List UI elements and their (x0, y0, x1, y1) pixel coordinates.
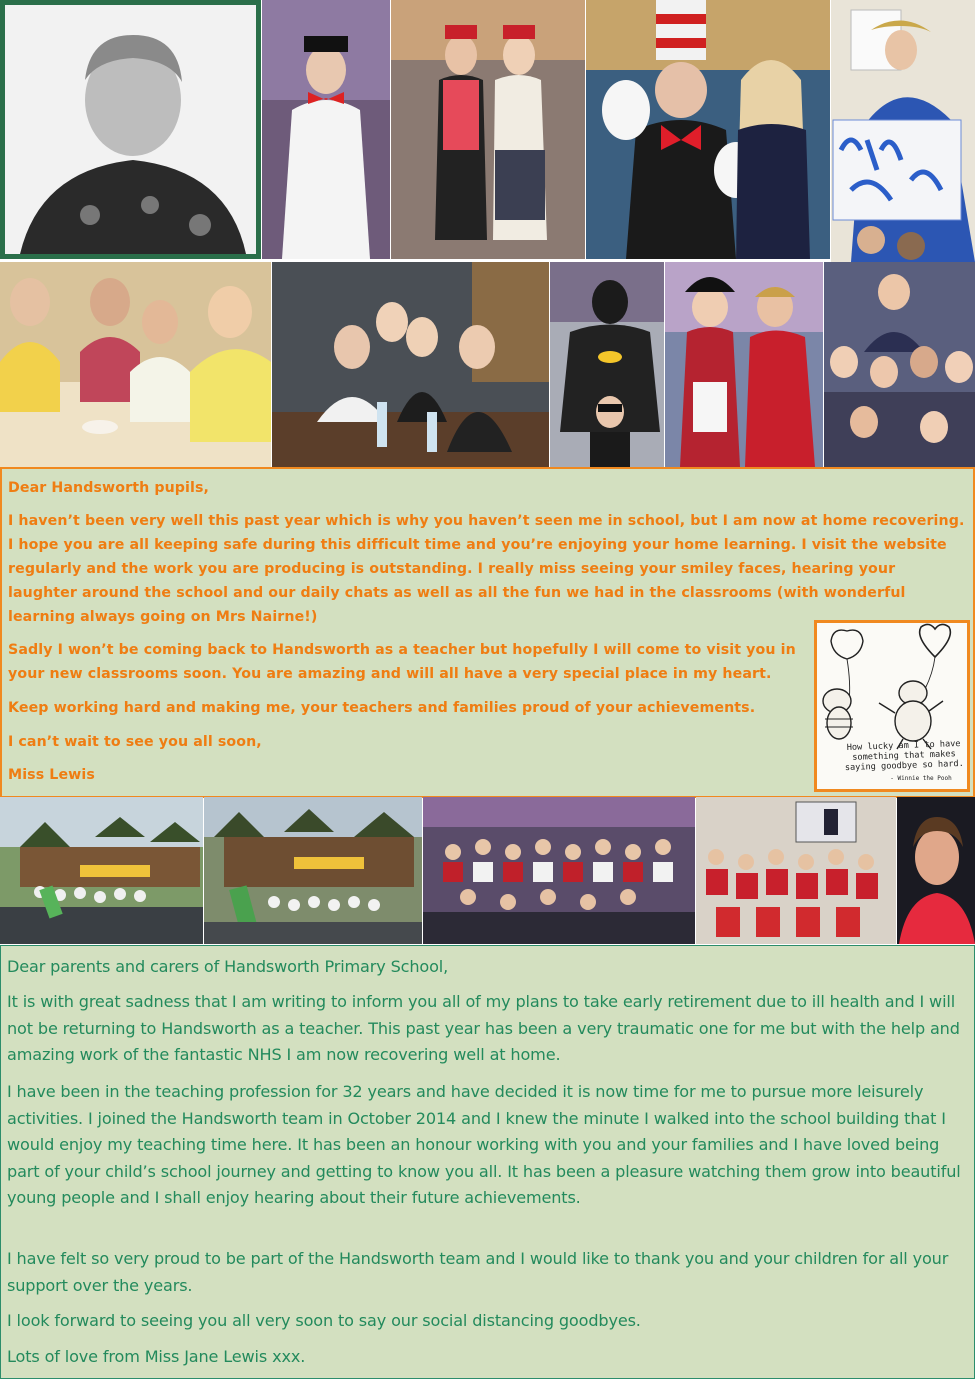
pirates-photo (391, 0, 585, 259)
parent-letter-paragraph-2: I have been in the teaching profession for 32 years and have decided it is now time for me to pursue more leisurely activities. I joined the Handsworth team in October 2014 and I knew the minute I walked into the school building that I would enjoy my teaching time here. It has been an honour working with you and your families and I have loved being part of your child’s school journey and getting to know you all. It has been a pleasure watching them grow into beautiful young people and I shall enjoy hearing about their future achievements. (7, 1082, 961, 1207)
cat-in-hat-photo (586, 0, 830, 259)
blue-house-photo (831, 0, 975, 262)
parent-letter-paragraph-3: I have felt so very proud to be part of the Handsworth team and I would like to thank you and your children for all your support over the years. (7, 1249, 949, 1295)
batman-photo (550, 262, 664, 467)
pupil-letter-greeting: Dear Handsworth pupils, (8, 480, 210, 496)
baking-photo (0, 262, 271, 467)
playground-photo-2 (204, 797, 422, 944)
playground-photo-1 (0, 797, 203, 944)
parent-letter-greeting: Dear parents and carers of Handsworth Primary School, (7, 957, 449, 976)
pupil-letter-paragraph-4: I can’t wait to see you all soon, (8, 734, 262, 750)
pirate-day-photo (423, 797, 695, 944)
pooh-quote-text: How lucky am I to have something that makes saying goodbye so hard. (844, 739, 964, 774)
pupil-letter-signoff: Miss Lewis (8, 767, 95, 783)
red-day-photo (696, 797, 896, 944)
pupil-letter-paragraph-3: Keep working hard and making me, your teachers and families proud of your achievements. (8, 700, 756, 716)
pooh-quote-card (814, 620, 970, 792)
pupil-letter (0, 467, 975, 798)
costume-photo-2 (665, 262, 823, 467)
class-group-photo (824, 262, 975, 467)
portrait-photo (0, 0, 261, 259)
pupil-letter-paragraph-2: Sadly I won’t be coming back to Handsworth as a teacher but hopefully I will come to visit you in your new classrooms soon. You are amazing and will all have a very special place in my heart. (8, 642, 796, 682)
parent-letter-signoff: Lots of love from Miss Jane Lewis xxx. (7, 1347, 306, 1366)
miss-lewis-photo (897, 797, 975, 944)
parent-letter-paragraph-1: It is with great sadness that I am writing to inform you all of my plans to take early retirement due to ill health and I will not be returning to Handsworth as a teacher. This past year has been a very traumatic one for me but with the help and amazing work of the fantastic NHS I am now recovering well at home. (7, 992, 960, 1064)
costume-photo-1 (262, 0, 390, 259)
pupil-letter-paragraph-1: I haven’t been very well this past year which is why you haven’t seen me in school, but I am now at home recovering. I hope you are all keeping safe during this difficult time and you’re enjoying your home learning. I visit the website regularly and the work you are producing is outstanding. I really miss seeing your smiley faces, hearing your laughter around the school and our daily chats as well as all the fun we had in the classrooms (with wonderful learning always going on Mrs Nairne!) (8, 513, 965, 625)
parent-letter-paragraph-4: I look forward to seeing you all very soon to say our social distancing goodbyes. (7, 1311, 641, 1330)
pooh-quote-attribution: - Winnie the Pooh (890, 775, 952, 782)
parent-letter (0, 945, 975, 1379)
garden-photo (272, 262, 549, 467)
